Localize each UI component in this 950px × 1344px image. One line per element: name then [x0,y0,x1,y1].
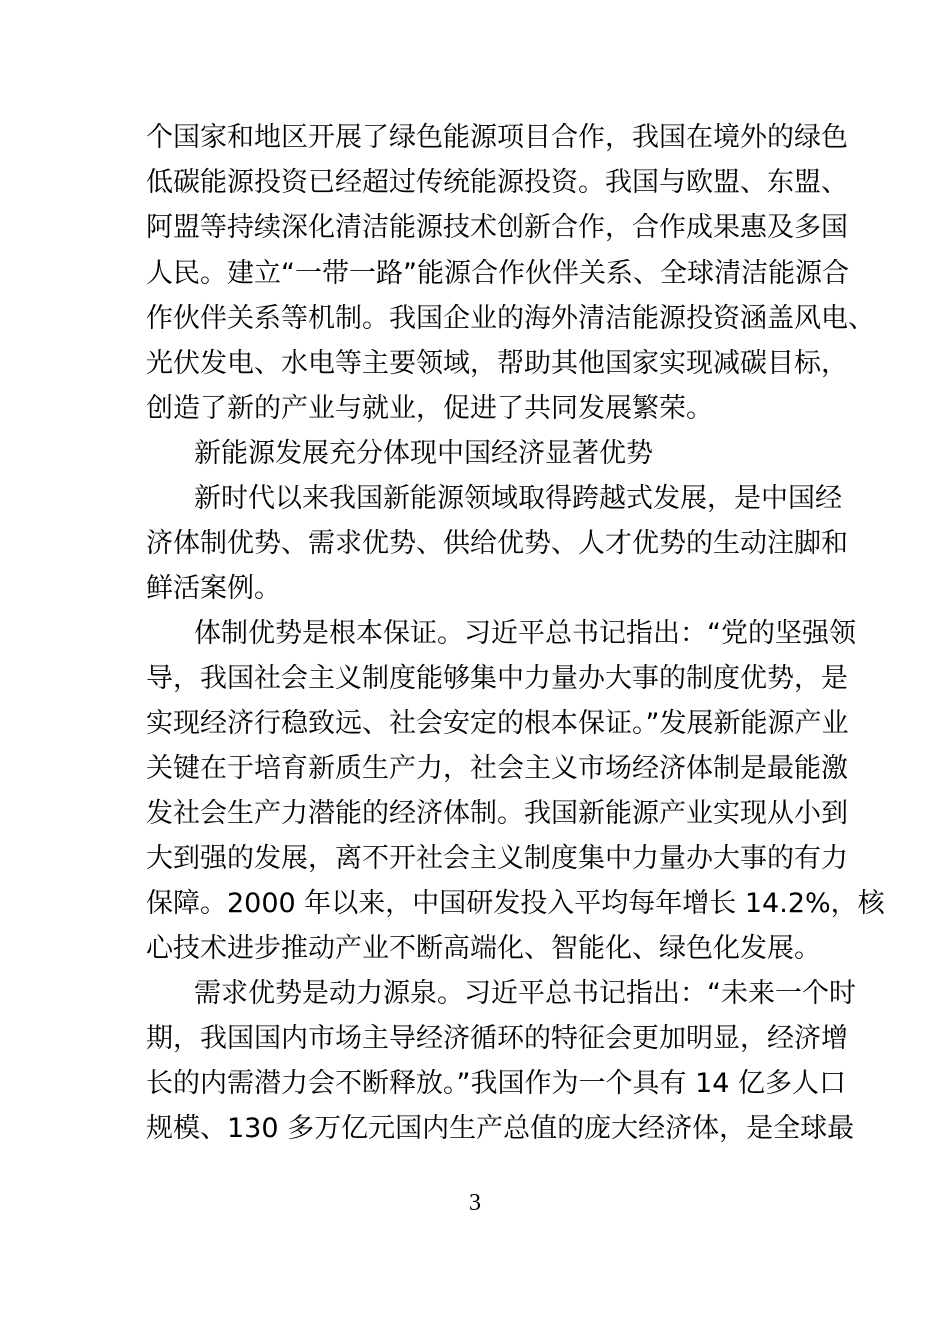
text-line-9: 新时代以来我国新能源领域取得跨越式发展，是中国经 [194,483,842,514]
text-line-21: 期，我国国内市场主导经济循环的特征会更加明显，经济增 [146,1023,848,1054]
page-number: 3 [469,1190,481,1216]
text-line-19: 心技术进步推动产业不断高端化、智能化、绿色化发展。 [146,933,821,964]
text-line-2: 低碳能源投资已经超过传统能源投资。我国与欧盟、东盟、 [146,167,848,198]
text-line-14: 实现经济行稳致远、社会安定的根本保证。”发展新能源产业 [146,708,849,739]
text-line-23: 规模、130 多万亿元国内生产总值的庞大经济体，是全球最 [146,1113,855,1144]
section-heading: 新能源发展充分体现中国经济显著优势 [194,438,653,469]
text-line-7: 创造了新的产业与就业，促进了共同发展繁荣。 [146,393,713,424]
text-line-22: 长的内需潜力会不断释放。”我国作为一个具有 14 亿多人口 [146,1068,847,1099]
text-line-17: 大到强的发展，离不开社会主义制度集中力量办大事的有力 [146,843,848,874]
text-line-12: 体制优势是根本保证。习近平总书记指出：“党的坚强领 [194,618,856,649]
text-line-18: 保障。2000 年以来，中国研发投入平均每年增长 14.2%，核 [146,888,885,919]
text-line-16: 发社会生产力潜能的经济体制。我国新能源产业实现从小到 [146,798,848,829]
text-line-11: 鲜活案例。 [146,573,281,604]
text-line-15: 关键在于培育新质生产力，社会主义市场经济体制是最能激 [146,753,848,784]
text-line-6: 光伏发电、水电等主要领域，帮助其他国家实现减碳目标， [146,348,848,379]
text-line-5: 作伙伴关系等机制。我国企业的海外清洁能源投资涵盖风电、 [146,303,875,334]
text-line-3: 阿盟等持续深化清洁能源技术创新合作，合作成果惠及多国 [146,212,848,243]
text-line-20: 需求优势是动力源泉。习近平总书记指出：“未来一个时 [194,978,856,1009]
text-line-10: 济体制优势、需求优势、供给优势、人才优势的生动注脚和 [146,528,848,559]
text-line-13: 导，我国社会主义制度能够集中力量办大事的制度优势，是 [146,663,848,694]
text-line-4: 人民。建立“一带一路”能源合作伙伴关系、全球清洁能源合 [146,258,849,289]
text-line-1: 个国家和地区开展了绿色能源项目合作，我国在境外的绿色 [146,122,848,153]
